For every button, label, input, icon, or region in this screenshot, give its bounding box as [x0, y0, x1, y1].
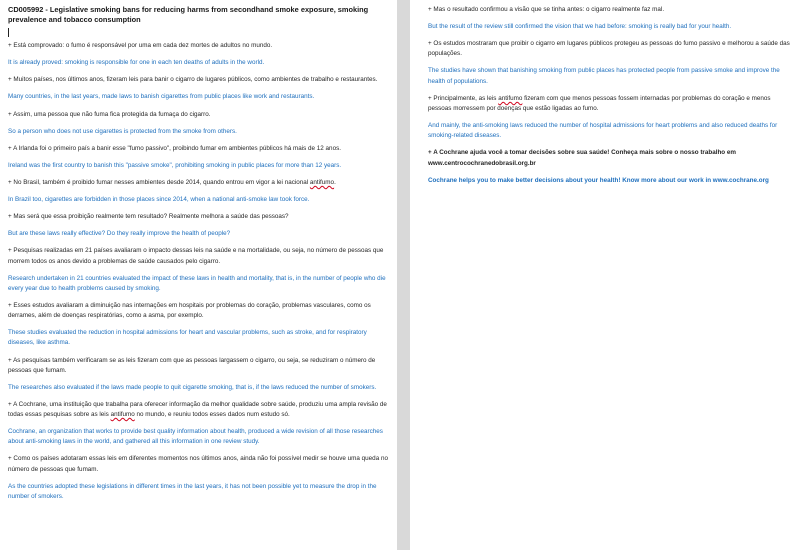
- paragraph-english: Ireland was the first country to banish this "passive smoke", prohibiting smoking in public places for more than 12 years.: [8, 161, 342, 169]
- paragraph-text: + Principalmente, as leis: [428, 94, 499, 102]
- paragraph-english: As the countries adopted these legislations in different times in the last years, it has not been possible yet to measure the drop in the number of smokers.: [8, 482, 377, 500]
- spellcheck-flagged-word[interactable]: antifumo: [110, 411, 135, 419]
- paragraph-text: + A Cochrane ajuda você a tomar decisões sobre sua saúde! Conheça mais sobre o nosso trabalho em www.centrocochranedobrasil.org.br: [428, 149, 737, 167]
- paragraph-text: + Mas o resultado confirmou a visão que se tinha antes: o cigarro realmente faz mal.: [428, 6, 665, 13]
- paragraph-text: + Os estudos mostraram que proibir o cigarro em lugares públicos protegeu as pessoas do fumo passivo e melhorou a saúde das populações.: [428, 40, 790, 58]
- paragraph-english: Many countries, in the last years, made laws to banish cigarettes from public places like work and restaurants.: [8, 93, 315, 101]
- left-body: [8, 41, 389, 502]
- paragraph-english: And mainly, the anti-smoking laws reduced the number of hospital admissions for heart problems and also reduced deaths for smoking-related diseases.: [428, 122, 778, 140]
- paragraph-english: But the result of the review still confirmed the vision that we had before: smoking is really bad for your health.: [428, 23, 732, 31]
- paragraph-portuguese: [428, 5, 792, 15]
- paragraph-portuguese: [8, 212, 389, 222]
- spellcheck-flagged-word[interactable]: antifumo: [309, 178, 335, 186]
- paragraph-text-tail: no mundo, e reuniu todos esses dados num estudo só.: [134, 411, 290, 419]
- paragraph-text: + A Irlanda foi o primeiro país a banir esse "fumo passivo", proibindo fumar em ambientes públicos há mais de 12 anos.: [8, 144, 341, 152]
- paragraph-portuguese: [8, 301, 389, 321]
- paragraph-english: So a person who does not use cigarettes is protected from the smoke from others.: [8, 127, 237, 135]
- paragraph-text-tail: .: [334, 178, 336, 186]
- spellcheck-flagged-word[interactable]: antifumo: [498, 94, 523, 102]
- paragraph-portuguese: [8, 110, 389, 120]
- right-body: [428, 5, 792, 186]
- paragraph-portuguese: [8, 144, 389, 154]
- document-title: CD005992 - Legislative smoking bans for reducing harms from secondhand smoke exposure, smoking prevalence and tobacco consumption: [8, 5, 369, 24]
- paragraph-portuguese: [8, 178, 389, 188]
- paragraph-text: + Muitos países, nos últimos anos, fizeram leis para banir o cigarro de lugares públicos, como ambientes de trabalho e restaurantes.: [8, 76, 378, 84]
- paragraph-portuguese: [428, 94, 792, 114]
- paragraph-portuguese: [8, 400, 389, 420]
- paragraph-english: It is already proved: smoking is responsible for one in each ten deaths of adults in the world.: [8, 59, 265, 67]
- paragraph-text: + Como os países adotaram essas leis em diferentes momentos nos últimos anos, ainda não foi possível medir se houve uma queda no número de pessoas que fumam.: [8, 455, 388, 473]
- paragraph-text: + Pesquisas realizadas em 21 países avaliaram o impacto dessas leis na saúde e na mortalidade, ou seja, no número de pessoas que morrem todos os anos devido a problemas de saúde causados pelo cigarro.: [8, 247, 384, 265]
- paragraph-portuguese: [8, 246, 389, 266]
- paragraph-text: + Esses estudos avaliaram a diminuição nas internações em hospitais por problemas do coração, problemas vasculares, como os derrames, além de doenças respiratórias, como a asma, por exemplo.: [8, 301, 371, 320]
- paragraph-english: But are these laws really effective? Do they really improve the health of people?: [8, 230, 231, 238]
- paragraph-english: Cochrane, an organization that works to provide best quality information about health, produced a wide revision of all those researches about anti-smoking laws in the world, and gathered all this information in one review study.: [8, 428, 383, 446]
- paragraph-portuguese: [428, 39, 792, 59]
- document-page-left[interactable]: [0, 0, 397, 550]
- paragraph-text: + Assim, uma pessoa que não fuma fica protegida da fumaça do cigarro.: [8, 110, 211, 118]
- paragraph-portuguese: [428, 148, 792, 168]
- paragraph-english: In Brazil too, cigarettes are forbidden in those places since 2014, when a national anti-smoke law took force.: [8, 196, 310, 204]
- paragraph-portuguese: [8, 356, 389, 376]
- paragraph-text: + Está comprovado: o fumo é responsável por uma em cada dez mortes de adultos no mundo.: [8, 42, 273, 50]
- paragraph-text-tail: fizeram com que menos pessoas fossem internadas por problemas do coração e menos pessoas morressem por doenças que estão ligadas ao fumo.: [428, 94, 771, 112]
- paragraph-portuguese: [8, 75, 389, 85]
- text-cursor: [8, 28, 9, 37]
- document-page-right[interactable]: [410, 0, 800, 550]
- paragraph-text: + Mas será que essa proibição realmente tem resultado? Realmente melhora a saúde das pessoas?: [8, 213, 289, 221]
- paragraph-english: These studies evaluated the reduction in hospital admissions for heart and vascular problems, such as stroke, and for respiratory diseases, like asthma.: [8, 329, 367, 347]
- paragraph-portuguese: [8, 454, 389, 474]
- paragraph-english: The studies have shown that banishing smoking from public places has protected people from passive smoke and improve the health of populations.: [428, 67, 780, 85]
- paragraph-text: + No Brasil, também é proibido fumar nesses ambientes desde 2014, quando entrou em vigor a lei nacional: [8, 178, 310, 186]
- page-gutter: [397, 0, 410, 550]
- paragraph-english: The researches also evaluated if the laws made people to quit cigarette smoking, that is, if the laws reduced the number of smokers.: [8, 383, 377, 391]
- paragraph-text: + A Cochrane, uma instituição que trabalha para oferecer informação da melhor qualidade sobre saúde, produziu uma ampla revisão de todas essas pesquisas sobre as leis: [8, 400, 387, 419]
- paragraph-text: + As pesquisas também verificaram se as leis fizeram com que as pessoas largassem o cigarro, ou seja, se reduziram o número de pessoas que fumam.: [8, 356, 376, 374]
- paragraph-english: Research undertaken in 21 countries evaluated the impact of these laws in health and mortality, that is, in the number of people who die every year due to health problems caused by smoking.: [8, 274, 386, 292]
- paragraph-english: Cochrane helps you to make better decisions about your health! Know more about our work in www.cochrane.org: [428, 176, 769, 184]
- paragraph-portuguese: [8, 41, 389, 51]
